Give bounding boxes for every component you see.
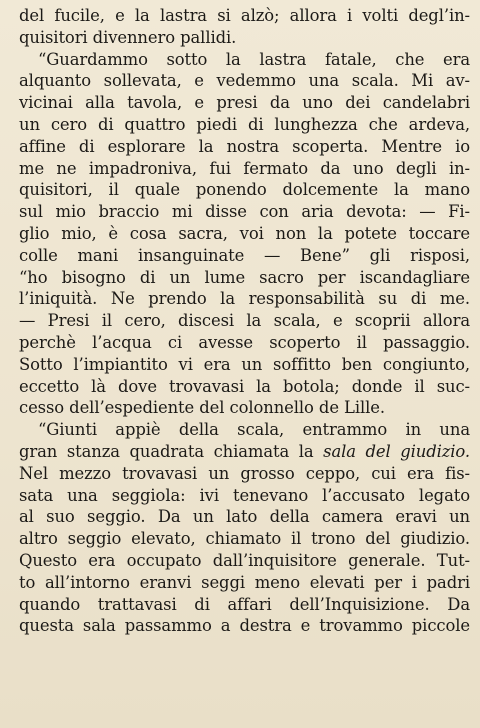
text-line-content: Sotto l’impiantito vi era un soffitto ben congiunto, (19, 354, 470, 374)
text-line-content: “Guardammo sotto la lastra fatale, che era (38, 49, 470, 69)
text-line-content: alquanto sollevata, e vedemmo una scala. Mi av- (19, 71, 470, 91)
text-line-content: cesso dell’espediente del colonnello de Lille. (19, 398, 385, 418)
text-line (19, 114, 470, 136)
text-line-content: glio mio, è cosa sacra, voi non la potete toccare (19, 223, 470, 243)
text-line (19, 5, 470, 27)
text-line (19, 179, 470, 201)
text-line (19, 354, 470, 376)
text-line (19, 27, 470, 49)
text-line (19, 332, 470, 354)
text-line (19, 245, 470, 267)
page-body-text (19, 5, 470, 637)
text-line (19, 441, 470, 463)
text-line-content: quisitori divennero pallidi. (19, 27, 237, 47)
text-line (19, 201, 470, 223)
text-line (19, 288, 470, 310)
text-line (19, 397, 470, 419)
text-line-content: Nel mezzo trovavasi un grosso ceppo, cui era fis- (19, 463, 470, 483)
text-line (19, 615, 470, 637)
italic-phrase: sala del giudizio. (323, 441, 470, 461)
text-line-content: colle mani insanguinate — Bene” gli risposi, (19, 245, 470, 265)
text-line-content: un cero di quattro piedi di lunghezza che ardeva, (19, 114, 470, 134)
text-line-content: “Giunti appiè della scala, entrammo in una (38, 420, 470, 440)
text-line (19, 158, 470, 180)
text-line-content: gran stanza quadrata chiamata la (19, 441, 324, 461)
text-line-content: affine di esplorare la nostra scoperta. Mentre io (19, 136, 470, 156)
text-line (19, 506, 470, 528)
text-line-content: questa sala passammo a destra e trovammo piccole (19, 616, 470, 636)
text-line-content: sul mio braccio mi disse con aria devota: — Fi- (19, 202, 470, 222)
text-line-content: quando trattavasi di affari dell’Inquisizione. Da (19, 594, 470, 614)
text-line (19, 376, 470, 398)
text-line (19, 92, 470, 114)
text-line-content: sata una seggiola: ivi tenevano l’accusato legato (19, 485, 470, 505)
text-line-content: perchè l’acqua ci avesse scoperto il passaggio. (19, 332, 470, 352)
text-line (19, 70, 470, 92)
text-line (19, 136, 470, 158)
text-line (19, 223, 470, 245)
text-line (19, 310, 470, 332)
text-line-content: al suo seggio. Da un lato della camera eravi un (19, 507, 470, 527)
text-line (19, 485, 470, 507)
text-line-content: to all’intorno eranvi seggi meno elevati per i padri (19, 572, 470, 592)
text-line (19, 49, 470, 71)
text-line-content: l’iniquità. Ne prendo la responsabilità su di me. (19, 289, 470, 309)
text-line-content: eccetto là dove trovavasi la botola; donde il suc- (19, 376, 470, 396)
text-line (19, 463, 470, 485)
text-line-content: “ho bisogno di un lume sacro per iscandagliare (19, 267, 470, 287)
text-line-content: del fucile, e la lastra si alzò; allora i volti degl’in- (19, 6, 470, 25)
text-line (19, 528, 470, 550)
text-line (19, 594, 470, 616)
text-line (19, 550, 470, 572)
text-line-content: — Presi il cero, discesi la scala, e scoprii allora (19, 311, 470, 331)
text-line (19, 419, 470, 441)
text-line (19, 267, 470, 289)
text-line-content: quisitori, il quale ponendo dolcemente la mano (19, 180, 470, 200)
text-line-content: altro seggio elevato, chiamato il trono del giudizio. (19, 529, 470, 549)
text-line-content: me ne impadroniva, fui fermato da uno degli in- (19, 158, 470, 178)
text-line-content: vicinai alla tavola, e presi da uno dei candelabri (19, 93, 470, 113)
text-line (19, 572, 470, 594)
text-line-content: Questo era occupato dall’inquisitore generale. Tut- (19, 550, 470, 570)
